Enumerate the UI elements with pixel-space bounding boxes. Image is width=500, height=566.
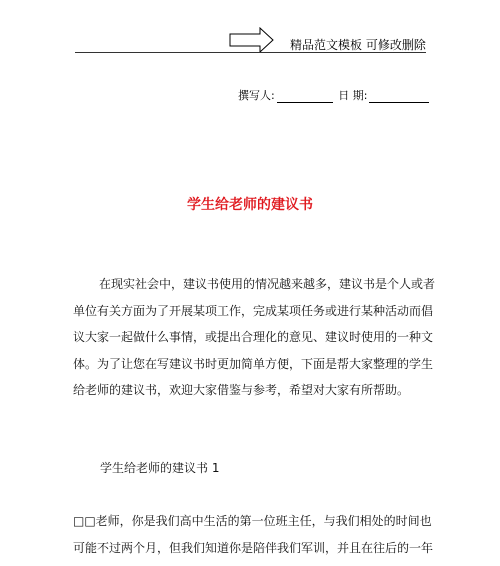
intro-line: 体。为了让您在写建议书时更加简单方便，下面是帮大家整理的学生 xyxy=(73,356,434,371)
intro-paragraph xyxy=(73,271,436,404)
intro-line: 议大家一起做什么事情，或提出合理化的意见、建议时使用的一种文 xyxy=(73,330,434,344)
date-blank xyxy=(369,91,429,103)
section-heading: 学生给老师的建议书 1 xyxy=(100,461,220,475)
intro-line: 给老师的建议书，欢迎大家借鉴与参考，希望对大家有所帮助。 xyxy=(73,383,410,397)
writer-blank xyxy=(277,91,333,103)
author-line xyxy=(238,87,431,103)
date-label: 日 期: xyxy=(338,89,368,102)
document-title: 学生给老师的建议书 xyxy=(187,197,313,213)
writer-label: 撰写人: xyxy=(238,89,275,102)
header-divider xyxy=(75,52,426,53)
intro-line: 单位有关方面为了开展某项工作，完成某项任务或进行某种活动而倡 xyxy=(73,303,434,318)
body-paragraph xyxy=(73,508,434,561)
intro-line: 在现实社会中，建议书使用的情况越来越多，建议书是个人或者 xyxy=(99,277,436,291)
body-line: □□老师，你是我们高中生活的第一位班主任，与我们相处的时间也 xyxy=(73,514,432,528)
header-label: 精品范文模板 可修改删除 xyxy=(290,38,426,52)
arrow-icon xyxy=(229,27,275,53)
body-line: 可能不过两个月，但我们知道你是陪伴我们军训，并且在往后的一年 xyxy=(73,540,434,555)
